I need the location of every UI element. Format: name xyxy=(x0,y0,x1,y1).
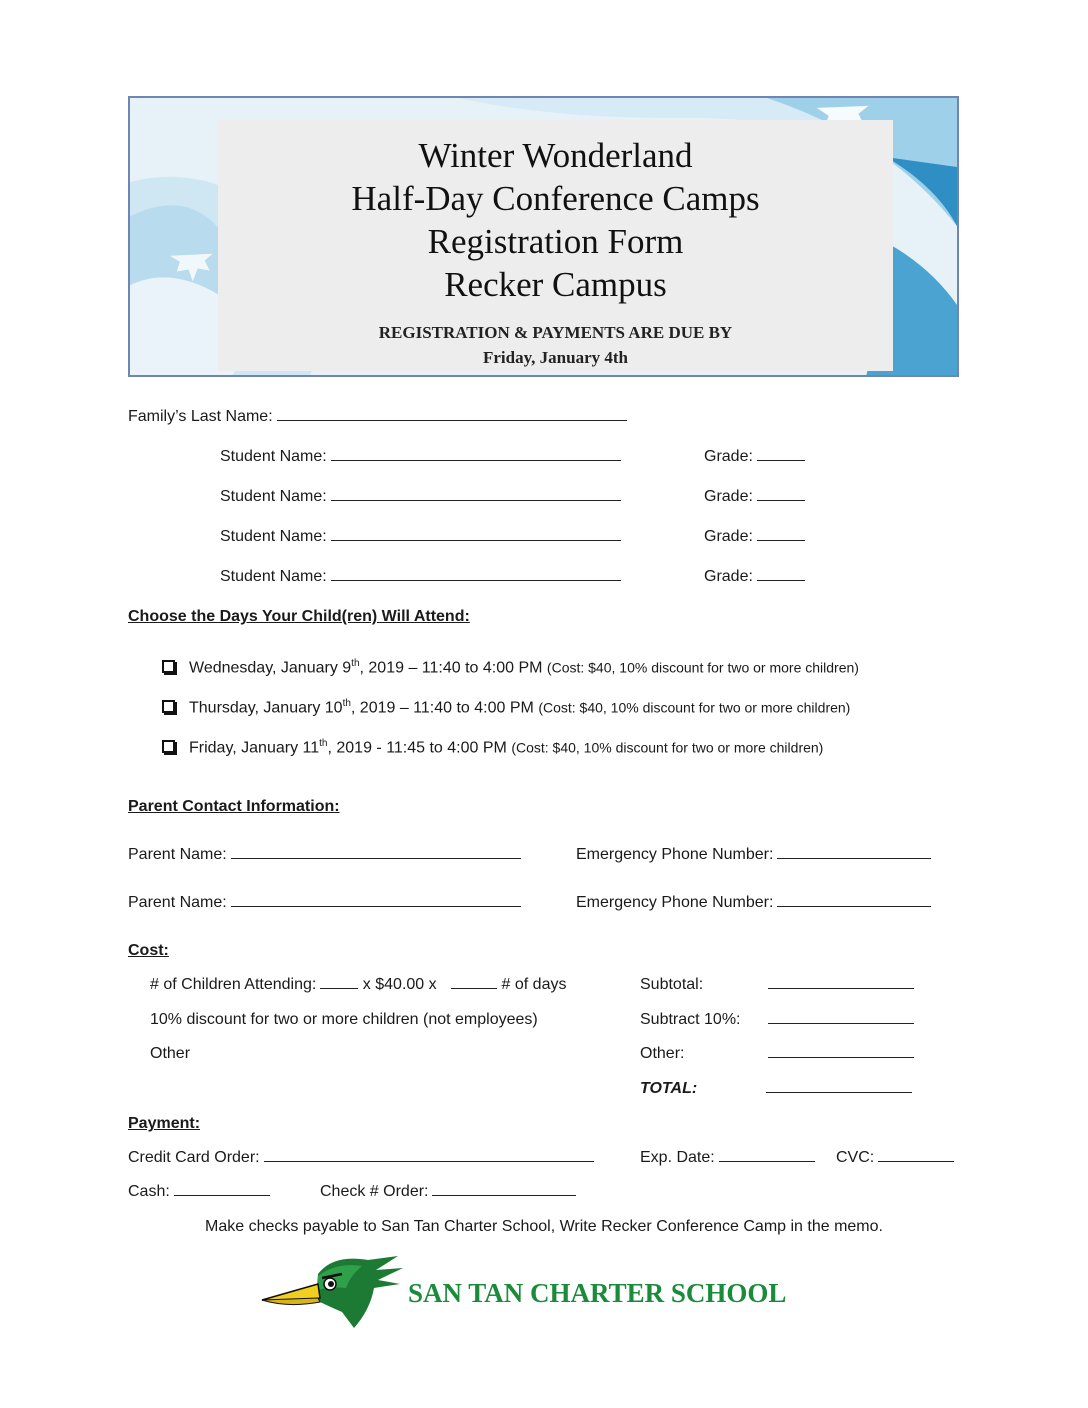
checkbox-icon[interactable] xyxy=(162,740,175,753)
subtract-label: Subtract 10%: xyxy=(640,1011,741,1028)
credit-card-row xyxy=(128,1149,594,1167)
student-name-row xyxy=(220,528,621,546)
title-line-1: Winter Wonderland xyxy=(418,136,693,175)
student-name-field[interactable] xyxy=(331,460,621,461)
emergency-phone-label: Emergency Phone Number: xyxy=(576,846,774,863)
checkbox-icon[interactable] xyxy=(162,700,175,713)
grade-field[interactable] xyxy=(757,500,805,501)
grade-field[interactable] xyxy=(757,460,805,461)
title-box xyxy=(218,120,893,371)
grade-label: Grade: xyxy=(704,528,753,545)
family-last-name-label: Family’s Last Name: xyxy=(128,408,273,425)
total-label: TOTAL: xyxy=(640,1080,698,1097)
roadrunner-logo-icon xyxy=(258,1254,404,1334)
check-row xyxy=(320,1183,576,1201)
discount-label: 10% discount for two or more children (not employees) xyxy=(150,1011,538,1028)
children-attending-label: # of Children Attending: xyxy=(150,976,317,993)
days-count-field[interactable] xyxy=(451,988,497,989)
student-name-row xyxy=(220,488,621,506)
subtotal-label: Subtotal: xyxy=(640,976,704,993)
exp-date-label: Exp. Date: xyxy=(640,1149,715,1166)
payment-heading: Payment: xyxy=(128,1115,201,1132)
parent-name-field[interactable] xyxy=(231,858,521,859)
due-line-2: Friday, January 4th xyxy=(483,348,628,367)
family-last-name-field[interactable] xyxy=(277,420,627,421)
day-label: Thursday, January 10 xyxy=(189,699,343,717)
parent-name-row xyxy=(128,846,521,864)
cvc-label: CVC: xyxy=(836,1149,875,1166)
day-suffix: th xyxy=(342,698,351,709)
title-line-4: Recker Campus xyxy=(444,265,667,304)
other-cost-field[interactable] xyxy=(768,1057,914,1058)
exp-date-field[interactable] xyxy=(719,1161,815,1162)
student-name-label: Student Name: xyxy=(220,448,327,465)
exp-date-row xyxy=(640,1149,815,1167)
day-option[interactable] xyxy=(162,658,859,677)
grade-field[interactable] xyxy=(757,580,805,581)
children-count-field[interactable] xyxy=(320,988,358,989)
subtotal-field[interactable] xyxy=(768,988,914,989)
parent-name-field[interactable] xyxy=(231,906,521,907)
parent-name-label: Parent Name: xyxy=(128,894,227,911)
emergency-phone-label: Emergency Phone Number: xyxy=(576,894,774,911)
day-cost-note: (Cost: $40, 10% discount for two or more children) xyxy=(538,699,851,716)
day-cost-note: (Cost: $40, 10% discount for two or more children) xyxy=(511,739,824,756)
other-label: Other xyxy=(150,1045,191,1062)
cash-label: Cash: xyxy=(128,1183,170,1200)
header-banner xyxy=(128,96,959,377)
day-suffix: th xyxy=(351,658,360,669)
day-suffix: th xyxy=(319,738,328,749)
student-name-label: Student Name: xyxy=(220,568,327,585)
emergency-phone-field[interactable] xyxy=(777,858,931,859)
cash-field[interactable] xyxy=(174,1195,270,1196)
day-time: , 2019 – 11:40 to 4:00 PM xyxy=(359,659,543,677)
parent-name-row xyxy=(128,894,521,912)
days-heading: Choose the Days Your Child(ren) Will Attend: xyxy=(128,608,470,625)
grade-field[interactable] xyxy=(757,540,805,541)
day-label: Wednesday, January 9 xyxy=(189,659,352,677)
grade-row xyxy=(704,488,805,506)
price-label: x $40.00 x xyxy=(362,976,437,993)
student-name-row xyxy=(220,448,621,466)
day-time: , 2019 - 11:45 to 4:00 PM xyxy=(327,739,507,757)
cost-heading: Cost: xyxy=(128,942,169,959)
day-cost-note: (Cost: $40, 10% discount for two or more children) xyxy=(546,659,859,676)
grade-row xyxy=(704,528,805,546)
days-label: # of days xyxy=(501,976,567,993)
grade-row xyxy=(704,448,805,466)
student-name-field[interactable] xyxy=(331,540,621,541)
emergency-phone-field[interactable] xyxy=(777,906,931,907)
credit-card-field[interactable] xyxy=(264,1161,594,1162)
student-name-label: Student Name: xyxy=(220,488,327,505)
day-time: , 2019 – 11:40 to 4:00 PM xyxy=(350,699,534,717)
credit-card-label: Credit Card Order: xyxy=(128,1149,260,1166)
parent-name-label: Parent Name: xyxy=(128,846,227,863)
check-field[interactable] xyxy=(432,1195,576,1196)
grade-row xyxy=(704,568,805,586)
emergency-phone-row xyxy=(576,894,931,912)
check-label: Check # Order: xyxy=(320,1183,429,1200)
grade-label: Grade: xyxy=(704,568,753,585)
grade-label: Grade: xyxy=(704,448,753,465)
memo-note: Make checks payable to San Tan Charter School, Write Recker Conference Camp in the memo. xyxy=(205,1218,883,1235)
student-name-field[interactable] xyxy=(331,580,621,581)
children-attending-row xyxy=(150,976,566,994)
title-line-3: Registration Form xyxy=(427,222,684,261)
cvc-field[interactable] xyxy=(878,1161,954,1162)
cash-row xyxy=(128,1183,270,1201)
other-cost-label: Other: xyxy=(640,1045,685,1062)
checkbox-icon[interactable] xyxy=(162,660,175,673)
student-name-field[interactable] xyxy=(331,500,621,501)
student-name-label: Student Name: xyxy=(220,528,327,545)
family-last-name-row xyxy=(128,408,627,426)
day-option[interactable] xyxy=(162,698,850,717)
parent-heading: Parent Contact Information: xyxy=(128,798,340,815)
form-title xyxy=(218,134,893,306)
due-date-notice xyxy=(218,320,893,370)
student-name-row xyxy=(220,568,621,586)
emergency-phone-row xyxy=(576,846,931,864)
grade-label: Grade: xyxy=(704,488,753,505)
day-label: Friday, January 11 xyxy=(189,739,320,757)
due-line-1: REGISTRATION & PAYMENTS ARE DUE BY xyxy=(378,323,733,342)
title-line-2: Half-Day Conference Camps xyxy=(351,179,760,218)
total-field[interactable] xyxy=(766,1092,912,1093)
day-option[interactable] xyxy=(162,738,823,757)
cvc-row xyxy=(836,1149,954,1167)
school-name: SAN TAN CHARTER SCHOOL xyxy=(408,1278,787,1308)
subtract-field[interactable] xyxy=(768,1023,914,1024)
